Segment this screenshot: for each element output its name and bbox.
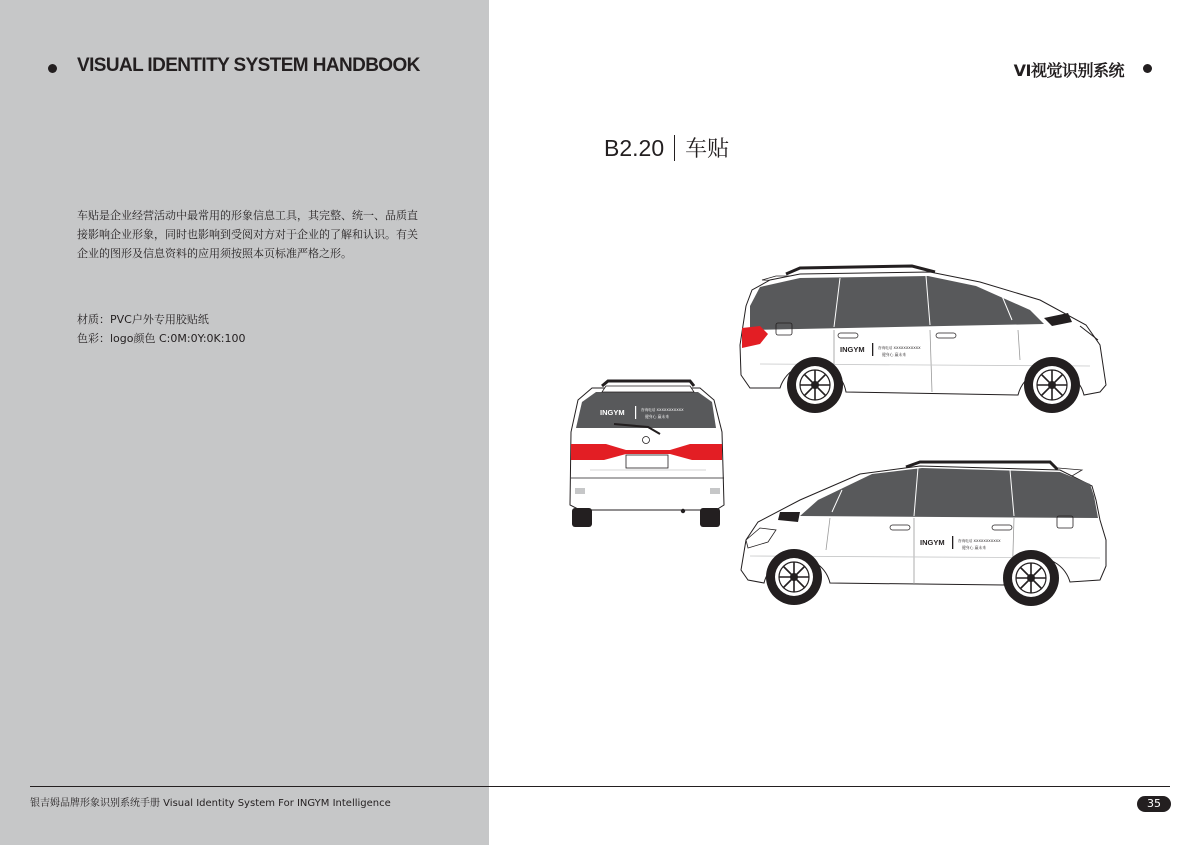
wheel-icon [1024,357,1080,413]
svg-text:咨询电话 XXXXXXXXXXX: 咨询电话 XXXXXXXXXXX [641,408,684,412]
footer-text: 银吉姆品牌形象识别系统手册 Visual Identity System For INGYM Intelligence [30,798,391,809]
description-text: 车贴是企业经营活动中最常用的形象信息工具，其完整、统一、品质直 接影响企业形象，同时也影响到受阅对方对于企业的了解和认识。有关 企业的图形及信息资料的应用须按照本页标准严格之形。 [77,209,418,260]
license-plate [626,455,668,468]
rear-tyre [700,508,720,527]
svg-text:INGYM: INGYM [920,538,945,547]
van-rear-view [570,381,724,527]
material-spec: 材质：PVC户外专用胶贴纸 [77,313,209,326]
color-spec: 色彩：logo颜色 C:0M:0Y:0K:100 [77,332,246,345]
wheel-icon [1003,550,1059,606]
vi-system-title: VI视觉识别系统 [1013,61,1124,80]
svg-text:健身心 赢未来: 健身心 赢未来 [882,352,906,357]
section-code: B2.20 [604,135,665,161]
roof-rack [602,381,694,386]
window-band [800,468,1098,518]
wheel-icon [766,549,822,605]
svg-text:健身心 赢未来: 健身心 赢未来 [645,414,669,419]
van-side-view-upper [740,266,1106,413]
window-band [750,276,1044,330]
wheel-icon [787,357,843,413]
svg-text:健身心 赢未来: 健身心 赢未来 [962,545,986,550]
handbook-title: VISUAL IDENTITY SYSTEM HANDBOOK [77,55,420,76]
van-side-view-lower [741,462,1106,606]
svg-text:咨询电话 XXXXXXXXXXX: 咨询电话 XXXXXXXXXXX [958,539,1001,543]
svg-text:INGYM: INGYM [600,408,625,417]
svg-text:INGYM: INGYM [840,345,865,354]
footer-divider [30,786,1170,787]
page-number-badge: 35 [1137,796,1171,812]
section-name: 车贴 [685,137,730,162]
rear-tyre [572,508,592,527]
svg-text:咨询电话 XXXXXXXXXXX: 咨询电话 XXXXXXXXXXX [878,346,921,350]
